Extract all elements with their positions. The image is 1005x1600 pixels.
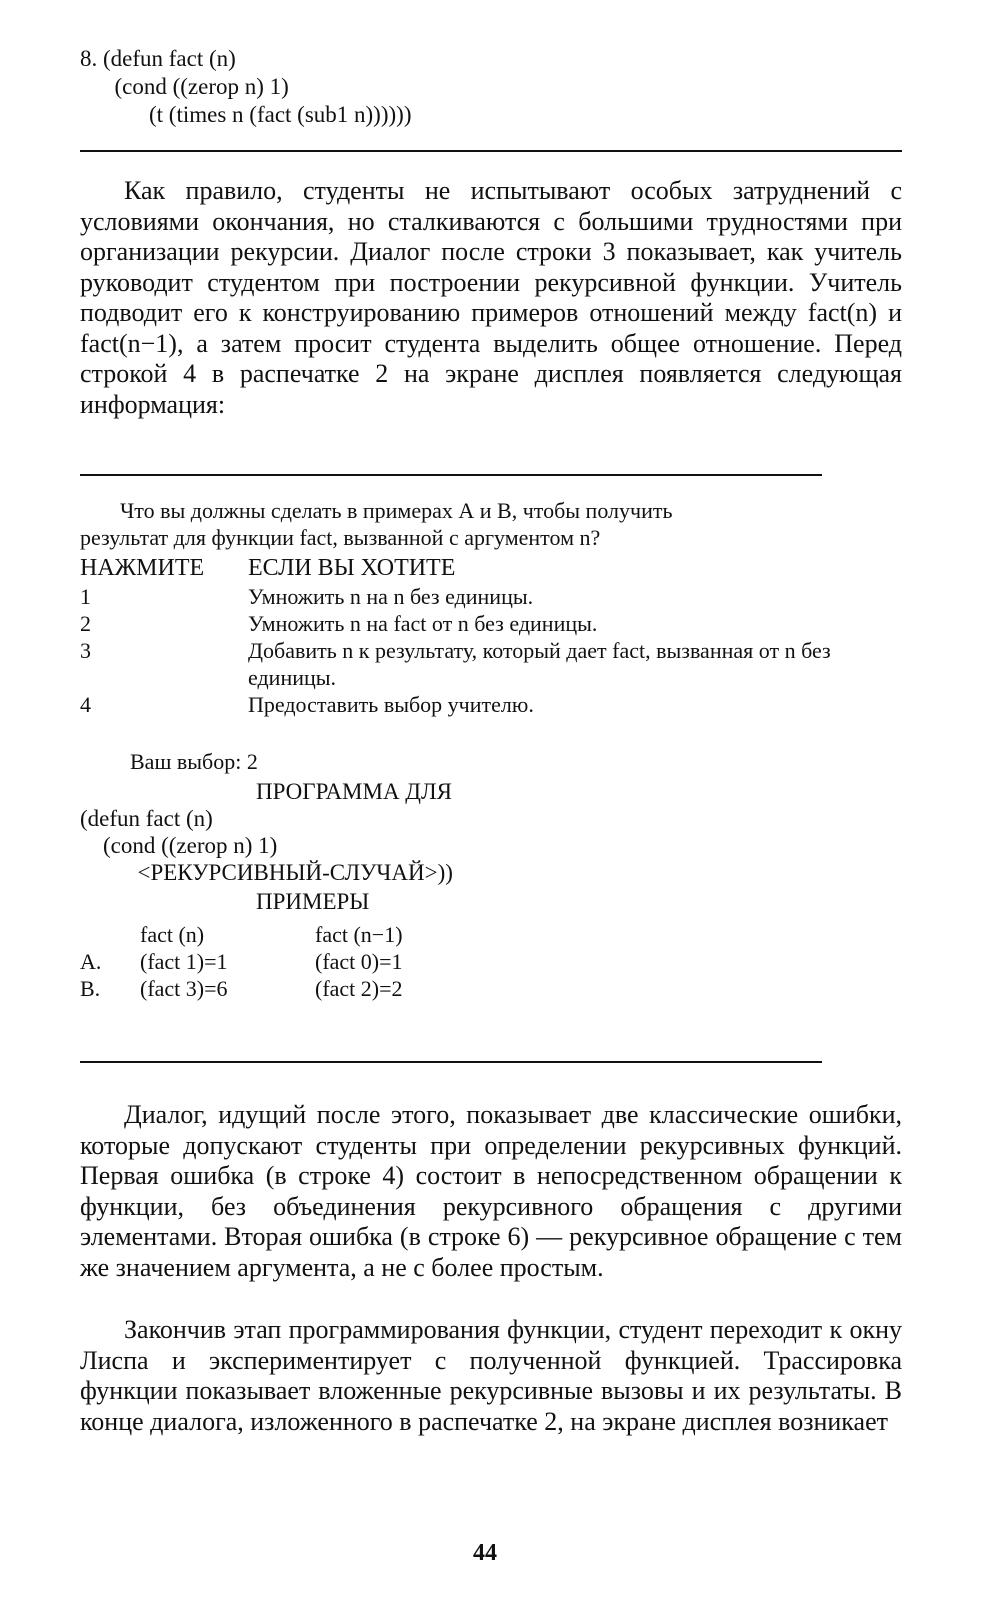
examples-table <box>80 921 403 1002</box>
example-cell: (fact 3)=6 <box>140 976 228 1001</box>
option-row <box>80 610 910 637</box>
option-key: 2 <box>80 611 91 636</box>
option-key: 4 <box>80 692 91 717</box>
program-line: (cond ((zerop n) 1) <box>80 833 278 858</box>
screen-box-rule-top <box>80 474 822 476</box>
examples-header-row <box>80 921 403 948</box>
examples-title: ПРИМЕРЫ <box>256 889 370 914</box>
code-line: 8. (defun fact (n) <box>80 46 236 71</box>
program-title: ПРОГРАММА ДЛЯ <box>256 779 452 804</box>
question-line: Что вы должны сделать в примерах А и В, чтобы получить <box>120 498 673 523</box>
option-text: Предоставить выбор учителю. <box>248 692 534 717</box>
examples-header-cell <box>80 921 140 948</box>
example-cell: (fact 0)=1 <box>315 949 403 974</box>
program-line: <РЕКУРСИВНЫЙ-СЛУЧАЙ>)) <box>80 860 453 885</box>
option-key: 3 <box>80 638 91 663</box>
header-key: НАЖМИТЕ <box>80 555 205 581</box>
option-row <box>80 691 910 718</box>
code-listing-top <box>80 45 411 129</box>
option-text: Умножить n на n без единицы. <box>248 584 534 609</box>
header-action: ЕСЛИ ВЫ ХОТИТЕ <box>248 555 456 581</box>
example-label: В. <box>80 976 101 1001</box>
examples-row <box>80 975 403 1002</box>
paragraph-trace: Закончив этап программирования функции, студент переходит к окну Лиспа и экспериментирует с полученной функцией. Трассировка функции показывает вложенные рекурсивные вызовы и их результаты. В конце диалога, изложенного в распечатке 2, на экране дисплея возникает <box>80 1315 902 1436</box>
option-key: 1 <box>80 584 91 609</box>
examples-row <box>80 948 403 975</box>
question-line: результат для функции fact, вызванной с аргументом n? <box>80 525 601 550</box>
paragraph-intro: Как правило, студенты не испытывают особых затруднений с условиями окончания, но сталкиваются с большими трудностями при организации рекурсии. Диалог после строки 3 показывает, как учитель руководит студентом при построении рекурсивной функции. Учитель подводит его к конструированию примеров отношений между fact(n) и fact(n−1), а затем просит студента выделить общее отношение. Перед строкой 4 в распечатке 2 на экране дисплея появляется следующая информация: <box>80 176 902 419</box>
display-screen-box <box>80 497 910 1002</box>
section-rule-top <box>80 150 902 152</box>
option-text: Умножить n на fact от n без единицы. <box>248 611 598 636</box>
example-label: А. <box>80 949 102 974</box>
example-cell: (fact 2)=2 <box>315 976 403 1001</box>
option-text: Добавить n к результату, который дает fact, вызванная от n без единицы. <box>248 638 831 690</box>
program-line: (defun fact (n) <box>80 806 213 831</box>
examples-header-cell: fact (n−1) <box>315 922 403 947</box>
paragraph-errors: Диалог, идущий после этого, показывает две классические ошибки, которые допускают студенты при определении рекурсивных функций. Первая ошибка (в строке 4) состоит в непосредственном обращении к функции, без объединения рекурсивного обращения с другими элементами. Вторая ошибка (в строке 6) — рекурсивное обращение с тем же значением аргумента, а не с более простым. <box>80 1100 902 1282</box>
option-row <box>80 637 910 691</box>
screen-box-rule-bottom <box>80 1061 822 1063</box>
choice-line: Ваш выбор: 2 <box>130 749 258 774</box>
example-cell: (fact 1)=1 <box>140 949 228 974</box>
code-line: (t (times n (fact (sub1 n)))))) <box>80 102 412 127</box>
option-row <box>80 583 910 610</box>
examples-header-cell: fact (n) <box>140 922 205 947</box>
code-line: (cond ((zerop n) 1) <box>80 74 289 99</box>
options-header <box>80 554 910 583</box>
page-number: 44 <box>473 1540 497 1566</box>
